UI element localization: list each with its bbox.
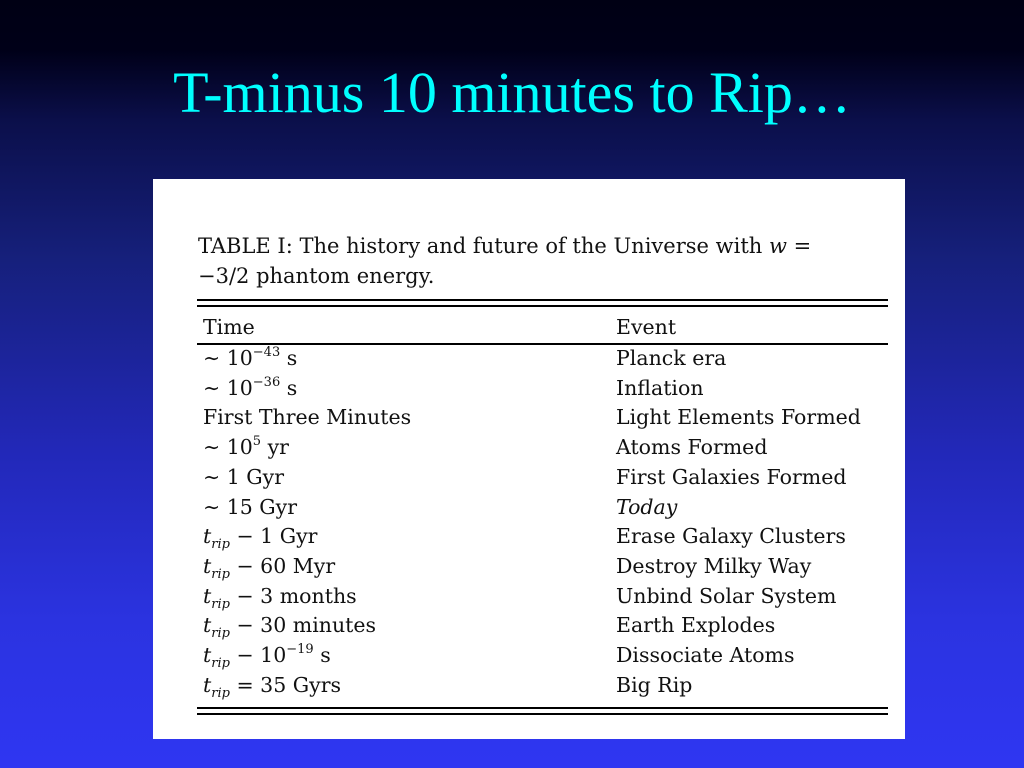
event-cell: Today [616,494,678,519]
event-cell: Big Rip [616,672,693,697]
time-time-pre: ∼ 10 [203,346,253,370]
event-cell: Unbind Solar System [616,583,837,608]
slide-title: T-minus 10 minutes to Rip… [173,60,851,125]
time-time-post: s [280,375,298,400]
event-cell: Atoms Formed [616,435,768,460]
time-cell [203,343,297,373]
time-t: t [203,643,212,667]
time-t-sub: rip [211,566,230,582]
time-time-post: yr [261,435,289,460]
table-caption [198,231,888,291]
time-cell [203,373,297,403]
time-cell [203,551,335,581]
table-row [203,492,888,522]
time-time-pre: ∼ 10 [203,375,253,400]
time-t-sub: rip [211,685,230,701]
time-time-post: − 30 minutes [229,613,377,638]
caption-line2: −3/2 phantom energy. [198,264,435,288]
table-row [203,521,888,551]
table-row [203,551,888,581]
time-time-post: = 35 Gyrs [229,672,342,697]
time-t-sub: rip [211,596,230,612]
time-cell [203,402,411,432]
table-row [203,640,888,670]
time-time-post: s [313,643,331,667]
top-rule-2 [197,305,888,307]
time-time-post: − 60 Myr [229,553,336,578]
table-row [203,343,888,373]
time-cell [203,492,297,522]
time-time-pre: ∼ 1 Gyr [203,464,285,489]
time-time-sup: −19 [286,642,314,657]
time-cell [203,581,357,611]
time-time-post: − 3 months [229,583,357,608]
time-time-sup: 5 [252,434,262,450]
table-row [203,462,888,492]
table-row [203,373,888,403]
table-row [203,432,888,462]
time-time-pre: ∼ 15 Gyr [203,494,298,519]
top-rule [197,299,888,301]
event-cell: Erase Galaxy Clusters [616,524,846,549]
table-figure [153,179,905,739]
time-t-sub: rip [211,537,230,553]
time-cell [203,670,341,700]
time-cell [203,640,331,670]
caption-equals: = [786,234,812,258]
table-row [203,402,888,432]
time-t: t [203,672,212,697]
time-t: t [203,553,212,578]
time-t: t [203,583,212,608]
time-time-pre: First Three Minutes [203,405,412,430]
time-time-sup: −36 [252,374,281,390]
caption-variable: w [768,234,787,258]
table-row [203,610,888,640]
event-cell: Dissociate Atoms [616,643,795,667]
header-row [203,312,888,342]
time-cell [203,432,289,462]
time-cell [203,610,376,640]
event-cell: First Galaxies Formed [616,464,847,489]
table-row [203,670,888,700]
event-cell: Destroy Milky Way [616,553,812,578]
event-cell: Earth Explodes [616,613,776,638]
time-t: t [203,524,212,549]
bottom-rule [197,707,888,709]
time-time-post: − 1 Gyr [229,524,318,549]
header-event: Event [616,315,677,339]
time-time-pre: ∼ 10 [203,435,253,460]
event-cell: Planck era [616,346,727,370]
event-cell: Light Elements Formed [616,405,861,430]
header-time: Time [203,315,255,339]
bottom-rule-2 [197,713,888,715]
time-cell [203,462,284,492]
time-t-sub: rip [211,656,230,671]
time-t-sub: rip [211,626,230,642]
time-time-mid: − 10 [229,643,287,667]
time-time-sup: −43 [252,345,281,360]
event-cell: Inflation [616,375,704,400]
caption-prefix: TABLE I: The history and future of the Universe with [198,234,769,258]
time-cell [203,521,317,551]
table-row [203,581,888,611]
time-time-post: s [280,346,298,370]
time-t: t [203,613,212,638]
